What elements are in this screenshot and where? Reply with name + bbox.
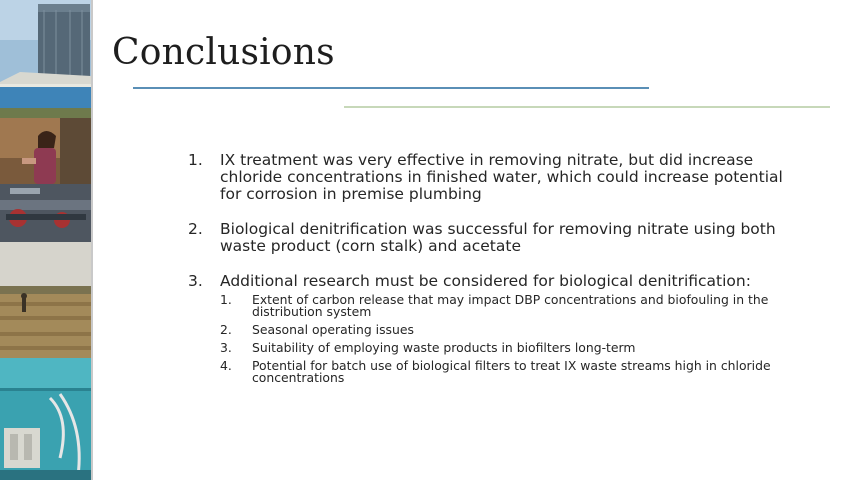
- sub-list-item-number: 2.: [220, 322, 232, 337]
- list-item-number: 2.: [188, 220, 203, 238]
- list-item-text: Biological denitrification was successful for removing nitrate using both waste product (corn stalk) and acetate: [220, 220, 776, 255]
- list-item-body: [220, 273, 788, 390]
- corn-field-photo: [0, 242, 91, 358]
- list-item: [188, 152, 788, 203]
- list-item: [188, 273, 788, 390]
- sub-list: [220, 294, 788, 384]
- sidebar-divider: [91, 0, 93, 480]
- list-item-text: IX treatment was very effective in removing nitrate, but did increase chloride concentrations in finished water, which could increase potential for corrosion in premise plumbing: [220, 151, 783, 203]
- list-item-number: 3.: [188, 272, 203, 290]
- sub-list-item-text: Suitability of employing waste products in biofilters long-term: [252, 340, 636, 355]
- title-underline-green: [344, 106, 830, 108]
- sub-list-item-number: 1.: [220, 292, 232, 307]
- sub-list-item: [220, 342, 788, 354]
- treatment-equipment-photo: [0, 358, 91, 480]
- water-tower-photo: [0, 0, 91, 118]
- sub-list-item-number: 3.: [220, 340, 232, 355]
- sub-list-item-text: Extent of carbon release that may impact DBP concentrations and biofouling in the distribution system: [252, 292, 769, 319]
- sub-list-item-text: Potential for batch use of biological filters to treat IX waste streams high in chloride concentrations: [252, 358, 771, 385]
- list-item: [188, 221, 788, 255]
- conclusions-list: [188, 152, 788, 390]
- sub-list-item-text: Seasonal operating issues: [252, 322, 414, 337]
- photo-strip: [0, 0, 91, 480]
- title-underline-blue: [133, 87, 649, 89]
- list-item-number: 1.: [188, 151, 203, 169]
- lab-worker-photo: [0, 118, 91, 242]
- sub-list-item: [220, 360, 788, 384]
- sub-list-item-number: 4.: [220, 358, 232, 373]
- sub-list-item: [220, 324, 788, 336]
- sub-list-item: [220, 294, 788, 318]
- slide-title: Conclusions: [112, 32, 335, 73]
- list-item-text: Additional research must be considered for biological denitrification:: [220, 272, 751, 290]
